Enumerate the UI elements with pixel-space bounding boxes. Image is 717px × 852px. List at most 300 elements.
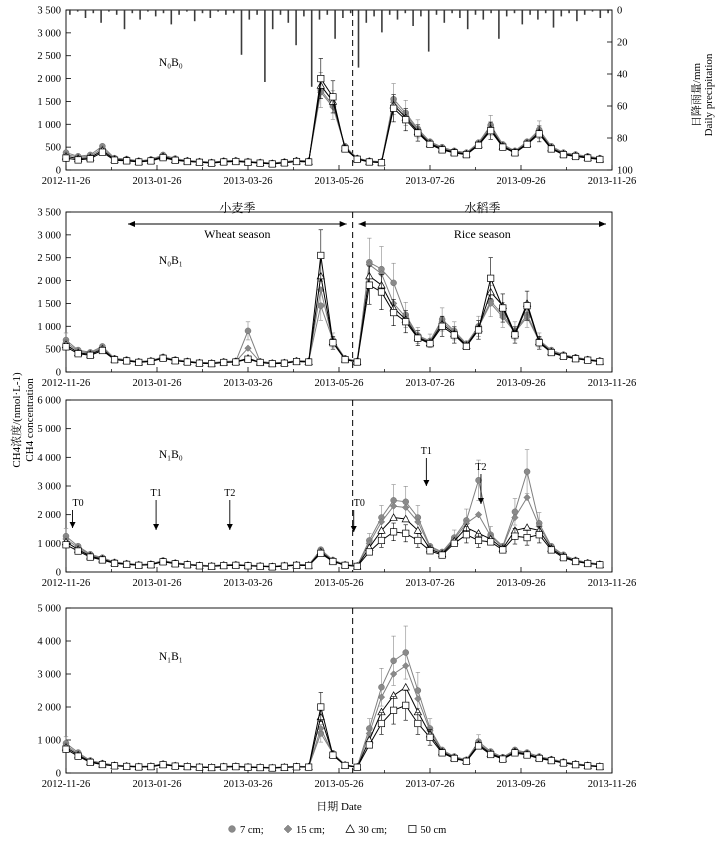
- marker-square: [378, 720, 384, 726]
- marker-circle: [245, 328, 251, 334]
- series-markers-30cm: [62, 272, 603, 366]
- marker-square: [500, 756, 506, 762]
- marker-square: [305, 562, 311, 568]
- x-tick-label: 2013-09-26: [496, 378, 546, 389]
- y-tick-label: 4 000: [37, 636, 61, 648]
- marker-square: [475, 327, 481, 333]
- x-tick-label: 2013-03-26: [223, 578, 273, 589]
- marker-diamond: [402, 662, 409, 669]
- marker-square: [148, 763, 154, 769]
- marker-square: [318, 252, 324, 258]
- marker-square: [196, 563, 202, 569]
- y-tick-label: 0: [55, 768, 61, 780]
- marker-square: [439, 147, 445, 153]
- marker-diamond: [524, 494, 531, 501]
- y-tick-label: 500: [45, 344, 61, 356]
- marker-square: [403, 319, 409, 325]
- marker-square: [548, 547, 554, 553]
- x-tick-label: 2013-09-26: [496, 779, 546, 790]
- x-tick-label: 2013-05-26: [314, 779, 364, 790]
- marker-square: [196, 159, 202, 165]
- marker-square: [366, 742, 372, 748]
- marker-square: [415, 130, 421, 136]
- axis-titles: [9, 53, 715, 813]
- precip-tick-label: 80: [617, 133, 628, 145]
- legend-label: 30 cm;: [358, 825, 388, 836]
- treatment-arrow-head: [227, 524, 233, 530]
- marker-square: [269, 360, 275, 366]
- marker-square: [233, 359, 239, 365]
- marker-square: [148, 562, 154, 568]
- x-tick-label: 2013-07-26: [405, 779, 455, 790]
- marker-square: [427, 548, 433, 554]
- marker-square: [560, 760, 566, 766]
- legend-marker-15cm: [284, 825, 292, 833]
- marker-square: [257, 160, 263, 166]
- legend-marker-30cm: [346, 825, 354, 833]
- marker-square: [403, 117, 409, 123]
- x-tick-label: 2013-07-26: [405, 378, 455, 389]
- marker-circle: [391, 658, 397, 664]
- y-tick-label: 1 000: [37, 735, 61, 747]
- treatment-arrow-head: [423, 480, 429, 486]
- marker-square: [342, 356, 348, 362]
- y-tick-label: 2 500: [37, 51, 61, 63]
- marker-square: [536, 532, 542, 538]
- marker-square: [136, 159, 142, 165]
- x-tick-label: 2012-11-26: [41, 378, 91, 389]
- y-tick-label: 3 500: [37, 5, 61, 17]
- precip-tick-label: 20: [617, 37, 628, 49]
- y-tick-label: 3 000: [37, 28, 61, 40]
- marker-square: [572, 153, 578, 159]
- x-tick-label: 2013-11-26: [587, 578, 637, 589]
- marker-square: [451, 755, 457, 761]
- marker-square: [269, 765, 275, 771]
- marker-square: [390, 309, 396, 315]
- legend-marker-50cm: [409, 825, 416, 832]
- marker-square: [500, 547, 506, 553]
- marker-square: [87, 759, 93, 765]
- marker-square: [123, 358, 129, 364]
- marker-square: [585, 560, 591, 566]
- y-tick-label: 1 000: [37, 538, 61, 550]
- marker-square: [148, 158, 154, 164]
- legend-label: 15 cm;: [296, 825, 325, 836]
- series-line-30cm: [66, 276, 600, 363]
- precip-tick-label: 0: [617, 5, 623, 17]
- y-tick-label: 2 000: [37, 510, 61, 522]
- precip-right-axis: [607, 6, 633, 177]
- marker-square: [281, 764, 287, 770]
- marker-square: [99, 149, 105, 155]
- marker-square: [160, 761, 166, 767]
- y-tick-label: 0: [55, 165, 61, 177]
- marker-circle: [403, 650, 409, 656]
- precipitation-bars: [70, 10, 608, 87]
- x-tick-label: 2013-05-26: [314, 378, 364, 389]
- panel-N1B0: [37, 396, 636, 590]
- marker-square: [245, 563, 251, 569]
- marker-square: [257, 359, 263, 365]
- marker-square: [585, 155, 591, 161]
- series-markers-15cm: [63, 261, 603, 366]
- panel-frame-N0B1: [66, 212, 612, 372]
- marker-square: [415, 537, 421, 543]
- marker-square: [512, 533, 518, 539]
- y-tick-label: 3 000: [37, 481, 61, 493]
- marker-square: [512, 150, 518, 156]
- marker-triangle: [523, 524, 530, 530]
- marker-square: [330, 340, 336, 346]
- marker-square: [160, 559, 166, 565]
- marker-diamond: [512, 514, 519, 521]
- marker-square: [269, 161, 275, 167]
- treatment-arrow-head: [351, 526, 357, 532]
- marker-square: [330, 94, 336, 100]
- marker-square: [99, 761, 105, 767]
- series-markers-7cm: [63, 259, 603, 366]
- marker-square: [75, 548, 81, 554]
- marker-square: [463, 343, 469, 349]
- marker-square: [366, 282, 372, 288]
- marker-square: [196, 360, 202, 366]
- marker-diamond: [390, 671, 397, 678]
- marker-square: [354, 359, 360, 365]
- marker-square: [548, 146, 554, 152]
- marker-square: [281, 160, 287, 166]
- panel-N0B1: [37, 208, 636, 390]
- marker-square: [257, 764, 263, 770]
- x-tick-label: 2013-07-26: [405, 578, 455, 589]
- marker-square: [390, 529, 396, 535]
- season-header: [128, 200, 606, 241]
- marker-square: [536, 755, 542, 761]
- marker-square: [99, 347, 105, 353]
- marker-triangle: [390, 514, 397, 520]
- marker-square: [342, 562, 348, 568]
- y-tick-label: 3 000: [37, 230, 61, 242]
- precip-tick-label: 100: [617, 165, 633, 177]
- treatment-label-T2: T2: [475, 462, 487, 473]
- marker-square: [403, 702, 409, 708]
- x-tick-label: 2012-11-26: [41, 176, 91, 187]
- marker-square: [439, 552, 445, 558]
- marker-square: [597, 358, 603, 364]
- marker-square: [196, 764, 202, 770]
- marker-square: [524, 141, 530, 147]
- marker-square: [63, 746, 69, 752]
- marker-square: [354, 563, 360, 569]
- y-tick-label: 1 500: [37, 298, 61, 310]
- marker-square: [500, 305, 506, 311]
- error-bars-7cm: [319, 72, 542, 138]
- marker-square: [475, 743, 481, 749]
- marker-square: [597, 562, 603, 568]
- marker-square: [572, 761, 578, 767]
- marker-square: [366, 549, 372, 555]
- x-tick-label: 2013-03-26: [223, 378, 273, 389]
- marker-square: [330, 752, 336, 758]
- legend: [229, 825, 447, 836]
- marker-square: [572, 558, 578, 564]
- marker-square: [354, 764, 360, 770]
- marker-square: [269, 564, 275, 570]
- marker-square: [524, 752, 530, 758]
- y-tick-label: 2 500: [37, 253, 61, 265]
- marker-square: [524, 303, 530, 309]
- marker-square: [111, 560, 117, 566]
- x-tick-label: 2013-03-26: [223, 176, 273, 187]
- marker-square: [500, 144, 506, 150]
- treatment-label-T1: T1: [420, 446, 432, 457]
- marker-square: [184, 359, 190, 365]
- y-axis-title-cn: CH4浓度/(nmol·L-1): [11, 372, 23, 468]
- marker-square: [184, 763, 190, 769]
- marker-square: [415, 335, 421, 341]
- legend-label: 7 cm;: [240, 825, 264, 836]
- y-axis-right-title-en: Daily precipitation: [703, 53, 715, 137]
- y-tick-label: 0: [55, 567, 61, 579]
- marker-square: [87, 352, 93, 358]
- x-tick-label: 2013-11-26: [587, 378, 637, 389]
- series-markers-50cm: [63, 252, 603, 367]
- y-tick-label: 1 000: [37, 119, 61, 131]
- series-line-7cm: [66, 472, 600, 567]
- marker-square: [451, 332, 457, 338]
- marker-square: [536, 340, 542, 346]
- marker-square: [208, 764, 214, 770]
- marker-square: [172, 157, 178, 163]
- treatment-markers: [70, 446, 487, 532]
- treatment-label-T2: T2: [224, 488, 236, 499]
- marker-square: [208, 563, 214, 569]
- marker-circle: [524, 469, 530, 475]
- x-tick-label: 2013-09-26: [496, 578, 546, 589]
- marker-square: [463, 758, 469, 764]
- marker-square: [585, 357, 591, 363]
- series-markers-7cm: [63, 469, 603, 570]
- x-tick-label: 2013-07-26: [405, 176, 455, 187]
- marker-square: [281, 563, 287, 569]
- error-bars-7cm: [64, 238, 542, 348]
- marker-circle: [378, 684, 384, 690]
- marker-square: [221, 562, 227, 568]
- marker-square: [136, 562, 142, 568]
- x-tick-label: 2013-11-26: [587, 176, 637, 187]
- marker-square: [330, 558, 336, 564]
- x-tick-label: 2013-01-26: [132, 378, 182, 389]
- marker-square: [512, 750, 518, 756]
- marker-square: [172, 358, 178, 364]
- marker-square: [148, 358, 154, 364]
- marker-square: [560, 554, 566, 560]
- marker-square: [123, 763, 129, 769]
- marker-square: [111, 357, 117, 363]
- marker-square: [305, 359, 311, 365]
- treatment-arrow-head: [70, 522, 76, 528]
- wheat-season-label-en: Wheat season: [204, 227, 271, 241]
- y-tick-label: 1 000: [37, 321, 61, 333]
- error-bars-50cm: [319, 230, 542, 349]
- panel-label-N0B1: N₀B₁: [158, 255, 183, 267]
- marker-square: [184, 562, 190, 568]
- marker-square: [548, 757, 554, 763]
- marker-square: [111, 157, 117, 163]
- marker-square: [366, 159, 372, 165]
- marker-square: [597, 763, 603, 769]
- x-tick-label: 2013-01-26: [132, 578, 182, 589]
- marker-square: [487, 127, 493, 133]
- marker-square: [99, 557, 105, 563]
- marker-square: [378, 159, 384, 165]
- marker-square: [560, 151, 566, 157]
- marker-square: [136, 764, 142, 770]
- x-tick-label: 2012-11-26: [41, 578, 91, 589]
- marker-square: [208, 160, 214, 166]
- precip-tick-label: 40: [617, 69, 628, 81]
- arrow-head-right: [599, 221, 606, 227]
- marker-square: [487, 275, 493, 281]
- marker-square: [318, 550, 324, 556]
- rice-season-label-en: Rice season: [453, 227, 511, 241]
- marker-square: [160, 355, 166, 361]
- marker-square: [233, 763, 239, 769]
- marker-square: [427, 141, 433, 147]
- marker-square: [245, 356, 251, 362]
- y-tick-label: 3 500: [37, 207, 61, 219]
- marker-square: [184, 158, 190, 164]
- marker-square: [208, 360, 214, 366]
- marker-square: [221, 159, 227, 165]
- marker-square: [439, 323, 445, 329]
- marker-square: [281, 360, 287, 366]
- y-tick-label: 5 000: [37, 603, 61, 615]
- marker-square: [403, 530, 409, 536]
- x-tick-label: 2013-05-26: [314, 578, 364, 589]
- x-tick-label: 2013-03-26: [223, 779, 273, 790]
- marker-square: [585, 763, 591, 769]
- marker-square: [463, 151, 469, 157]
- marker-square: [75, 157, 81, 163]
- marker-square: [354, 156, 360, 162]
- y-tick-label: 1 500: [37, 96, 61, 108]
- marker-square: [233, 158, 239, 164]
- marker-square: [512, 332, 518, 338]
- marker-square: [87, 554, 93, 560]
- marker-square: [172, 561, 178, 567]
- y-tick-label: 5 000: [37, 424, 61, 436]
- x-tick-label: 2013-11-26: [587, 779, 637, 790]
- marker-circle: [391, 280, 397, 286]
- marker-square: [123, 158, 129, 164]
- marker-square: [136, 359, 142, 365]
- y-tick-label: 2 000: [37, 276, 61, 288]
- arrow-head-left: [128, 221, 135, 227]
- marker-square: [463, 532, 469, 538]
- wheat-season-label-cn: 小麦季: [219, 201, 256, 215]
- x-tick-label: 2013-01-26: [132, 779, 182, 790]
- marker-square: [63, 542, 69, 548]
- marker-square: [524, 534, 530, 540]
- panel-N1B1: [37, 604, 636, 791]
- marker-square: [123, 561, 129, 567]
- marker-square: [342, 762, 348, 768]
- series-markers-50cm: [63, 702, 603, 771]
- x-tick-label: 2013-05-26: [314, 176, 364, 187]
- y-tick-label: 2 000: [37, 702, 61, 714]
- marker-square: [172, 763, 178, 769]
- marker-square: [487, 751, 493, 757]
- precip-tick-label: 60: [617, 101, 628, 113]
- marker-triangle: [402, 684, 409, 690]
- y-tick-label: 6 000: [37, 395, 61, 407]
- marker-square: [160, 154, 166, 160]
- marker-square: [305, 159, 311, 165]
- marker-square: [548, 349, 554, 355]
- treatment-label-T0: T0: [353, 498, 365, 509]
- marker-square: [536, 131, 542, 137]
- y-tick-label: 4 000: [37, 452, 61, 464]
- marker-square: [390, 105, 396, 111]
- x-tick-label: 2013-01-26: [132, 176, 182, 187]
- arrow-head-right: [340, 221, 347, 227]
- legend-label: 50 cm: [420, 825, 447, 836]
- treatment-label-T1: T1: [150, 488, 162, 499]
- marker-square: [75, 351, 81, 357]
- marker-square: [318, 704, 324, 710]
- marker-square: [378, 537, 384, 543]
- x-axis-title: 日期 Date: [316, 801, 362, 813]
- rice-season-label-cn: 水稻季: [464, 201, 501, 215]
- marker-square: [293, 562, 299, 568]
- marker-square: [597, 156, 603, 162]
- marker-square: [318, 75, 324, 81]
- marker-square: [305, 764, 311, 770]
- marker-square: [390, 707, 396, 713]
- y-axis-right-title-cn: 日降雨量/mm: [691, 62, 703, 128]
- marker-square: [451, 540, 457, 546]
- legend-marker-7cm: [229, 826, 236, 833]
- panel-label-N1B1: N₁B₁: [158, 651, 183, 663]
- y-tick-label: 0: [55, 367, 61, 379]
- error-bars-50cm: [319, 58, 542, 141]
- marker-square: [451, 150, 457, 156]
- marker-square: [342, 146, 348, 152]
- marker-square: [475, 142, 481, 148]
- panel-label-N0B0: N₀B₀: [158, 57, 183, 69]
- marker-square: [487, 539, 493, 545]
- treatment-label-T0: T0: [72, 498, 84, 509]
- marker-square: [233, 562, 239, 568]
- marker-square: [572, 356, 578, 362]
- marker-square: [245, 159, 251, 165]
- marker-square: [75, 753, 81, 759]
- marker-square: [63, 155, 69, 161]
- treatment-arrow-head: [153, 524, 159, 530]
- y-axis-title-en: CH4 concentration: [24, 378, 36, 462]
- marker-square: [245, 764, 251, 770]
- marker-square: [439, 750, 445, 756]
- marker-square: [560, 353, 566, 359]
- y-tick-label: 500: [45, 142, 61, 154]
- marker-square: [63, 344, 69, 350]
- y-tick-label: 2 000: [37, 74, 61, 86]
- marker-square: [415, 720, 421, 726]
- arrow-head-left: [359, 221, 366, 227]
- marker-square: [293, 358, 299, 364]
- marker-square: [293, 158, 299, 164]
